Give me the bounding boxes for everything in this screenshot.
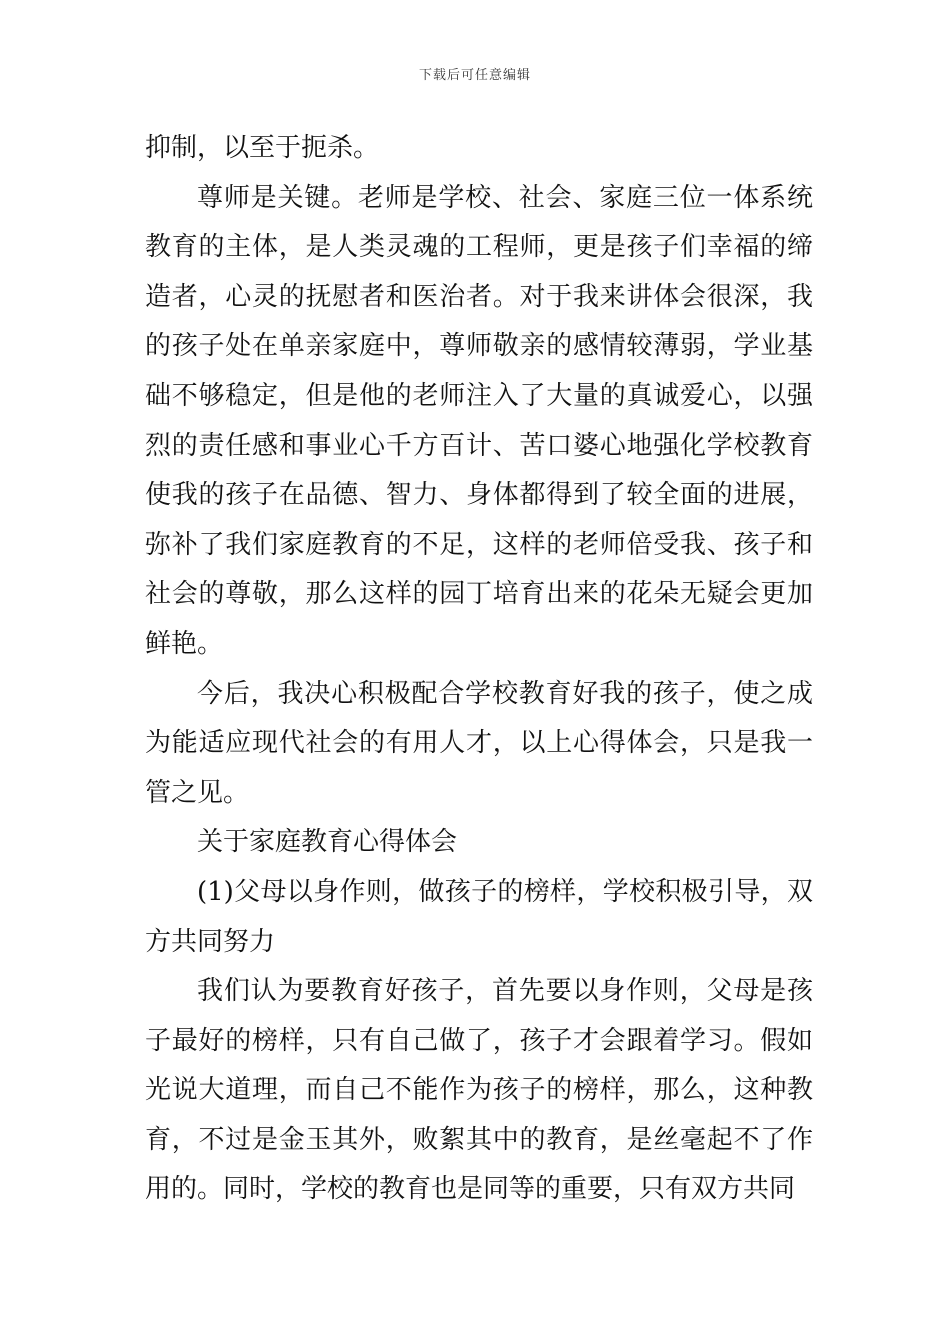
paragraph-future-resolution: 今后，我决心积极配合学校教育好我的孩子，使之成为能适应现代社会的有用人才，以上心得体会，只是我一管之见。 (145, 678, 813, 808)
subheading-point-1: (1)父母以身作则，做孩子的榜样，学校积极引导，双方共同努力 (145, 876, 813, 957)
section-heading: 关于家庭教育心得体会 (197, 827, 458, 858)
page-header-note: 下载后可任意编辑 (418, 68, 531, 83)
paragraph-continuation: 抑制，以至于扼杀。 (145, 133, 380, 163)
paragraph-respect-teachers: 尊师是关键。老师是学校、社会、家庭三位一体系统教育的主体，是人类灵魂的工程师，更是孩子们幸福的缔造者，心灵的抚慰者和医治者。对于我来讲体会很深，我的孩子处在单亲家庭中，尊师敬亲的感情较薄弱，学业基础不够稳定，但是他的老师注入了大量的真诚爱心，以强烈的责任感和事业心千方百计、苦口婆心地强化学校教育使我的孩子在品德、智力、身体都得到了较全面的进展，弥补了我们家庭教育的不足，这样的老师倍受我、孩子和社会的尊敬，那么这样的园丁培育出来的花朵无疑会更加鲜艳。 (145, 182, 813, 659)
paragraph-lead-by-example: 我们认为要教育好孩子，首先要以身作则，父母是孩子最好的榜样，只有自己做了，孩子才会跟着学习。假如光说大道理，而自己不能作为孩子的榜样，那么，这种教育，不过是金玉其外，败絮其中的教育，是丝毫起不了作用的。同时，学校的教育也是同等的重要，只有双方共同 (145, 976, 813, 1205)
document-body (145, 124, 813, 1215)
